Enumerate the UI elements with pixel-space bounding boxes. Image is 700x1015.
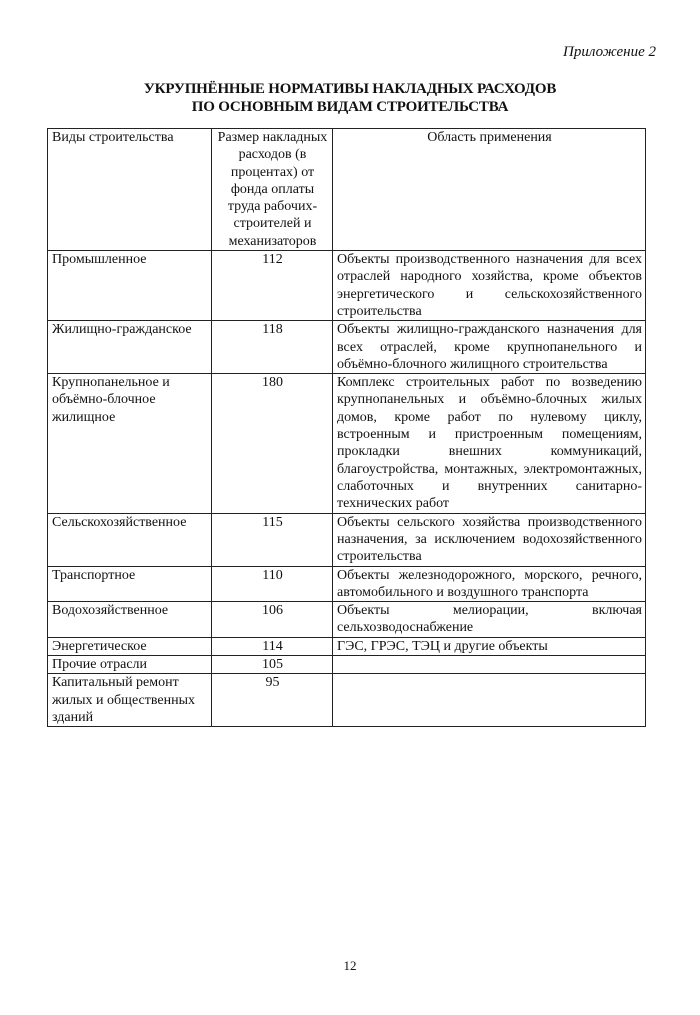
overhead-norms-table [47,128,646,727]
cell-type: Прочие отрасли [48,656,212,674]
document-title [0,80,700,116]
table-row [48,566,646,602]
title-line-1: УКРУПНЁННЫЕ НОРМАТИВЫ НАКЛАДНЫХ РАСХОДОВ [143,81,557,97]
cell-rate: 105 [212,656,333,674]
cell-type: Транспортное [48,566,212,602]
table-header-row [48,129,646,251]
table-row [48,321,646,374]
cell-rate: 106 [212,602,333,638]
cell-scope: Объекты мелиорации, включая сельхозводоснабжение [333,602,646,638]
cell-type: Крупнопанельное и объёмно-блочное жилищное [48,374,212,513]
header-construction-type: Виды строительства [48,129,212,251]
cell-type: Сельскохозяйственное [48,513,212,566]
table-row [48,637,646,655]
cell-type: Жилищно-гражданское [48,321,212,374]
cell-type: Промышленное [48,251,212,321]
table-row [48,656,646,674]
cell-scope: Комплекс строительных работ по возведению крупнопанельных и объёмно-блочных жилых домов, кроме работ по нулевому циклу, встроенным и пристроенным помещениям, прокладки внешних коммуникаций, благоустройства, монтажных, электромонтажных, слаботочных и внутренних санитарно-технических работ [333,374,646,513]
header-overhead-rate: Размер накладных расходов (в процентах) от фонда оплаты труда рабочих-строителей и механизаторов [212,129,333,251]
cell-scope: Объекты сельского хозяйства производственного назначения, за исключением водохозяйственного строительства [333,513,646,566]
title-line-2: ПО ОСНОВНЫМ ВИДАМ СТРОИТЕЛЬСТВА [191,99,509,115]
header-scope: Область применения [333,129,646,251]
cell-rate: 180 [212,374,333,513]
cell-rate: 95 [212,674,333,727]
cell-type: Энергетическое [48,637,212,655]
table-row [48,513,646,566]
cell-scope: Объекты производственного назначения для всех отраслей народного хозяйства, кроме объектов энергетического и сельскохозяйственного строительства [333,251,646,321]
cell-type: Водохозяйственное [48,602,212,638]
table-row [48,602,646,638]
cell-rate: 115 [212,513,333,566]
appendix-label: Приложение 2 [563,44,656,60]
cell-scope [333,656,646,674]
table-row [48,674,646,727]
cell-scope: Объекты жилищно-гражданского назначения для всех отраслей, кроме крупнопанельного и объёмно-блочного жилищного строительства [333,321,646,374]
cell-scope [333,674,646,727]
cell-scope: ГЭС, ГРЭС, ТЭЦ и другие объекты [333,637,646,655]
table-row [48,251,646,321]
cell-scope: Объекты железнодорожного, морского, речного, автомобильного и воздушного транспорта [333,566,646,602]
table-row [48,374,646,513]
cell-rate: 110 [212,566,333,602]
cell-type: Капитальный ремонт жилых и общественных зданий [48,674,212,727]
cell-rate: 114 [212,637,333,655]
cell-rate: 112 [212,251,333,321]
page-number: 12 [343,958,357,973]
cell-rate: 118 [212,321,333,374]
